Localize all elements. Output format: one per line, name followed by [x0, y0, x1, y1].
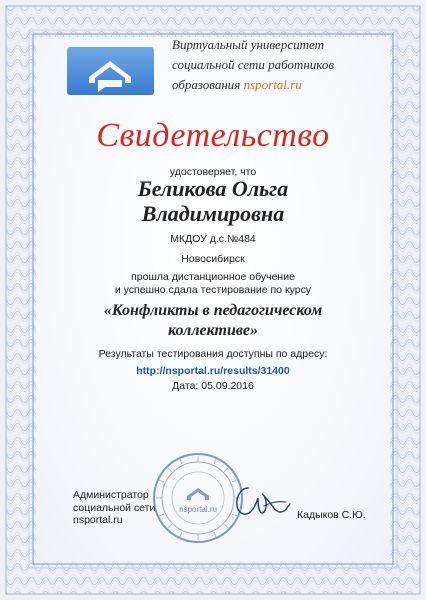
results-url-row	[0, 361, 426, 379]
admin-line-3: nsportal.ru	[73, 514, 123, 526]
recipient-name-line-1: Беликова Ольга	[137, 176, 289, 201]
results-link[interactable]: http://nsportal.ru/results/31400	[136, 365, 290, 377]
org-line-1: Виртуальный университет	[172, 37, 324, 52]
admin-line-1: Администратор	[73, 489, 149, 501]
certifies-text: удостоверяет, что	[169, 166, 257, 178]
stamp-text: nsportal.ru	[179, 505, 217, 514]
institution: МКДОУ д.с.№484	[170, 233, 256, 245]
admin-line-2: социальной сети	[73, 501, 156, 514]
city: Новосибирск	[181, 253, 245, 265]
recipient-name-line-2: Владимировна	[141, 201, 285, 226]
date: Дата: 05.09.2016	[172, 380, 254, 392]
administrator-block	[73, 489, 155, 527]
signer-name: Кадыков С.Ю.	[297, 509, 366, 521]
completion-line-2: и успешно сдала тестирование по курсу	[114, 284, 312, 296]
results-label: Результаты тестирования доступны по адресу:	[98, 348, 328, 360]
course-title-line-1: «Конфликты в педагогическом	[103, 302, 323, 319]
house-chat-logo-icon	[67, 47, 154, 95]
certificate-title: Свидетельство	[96, 117, 330, 154]
org-line-3-prefix: образования	[172, 77, 244, 92]
brand-link: nsportal.ru	[243, 77, 302, 92]
completion-line-1: прошла дистанционное обучение	[131, 271, 295, 283]
org-line-2: социальной сети работников	[172, 57, 334, 72]
org-line-3	[172, 75, 382, 95]
nsportal-logo	[67, 47, 154, 95]
course-title-line-2: коллективе»	[168, 322, 258, 339]
organization-header	[172, 35, 382, 95]
handwritten-signature-icon	[228, 482, 298, 526]
